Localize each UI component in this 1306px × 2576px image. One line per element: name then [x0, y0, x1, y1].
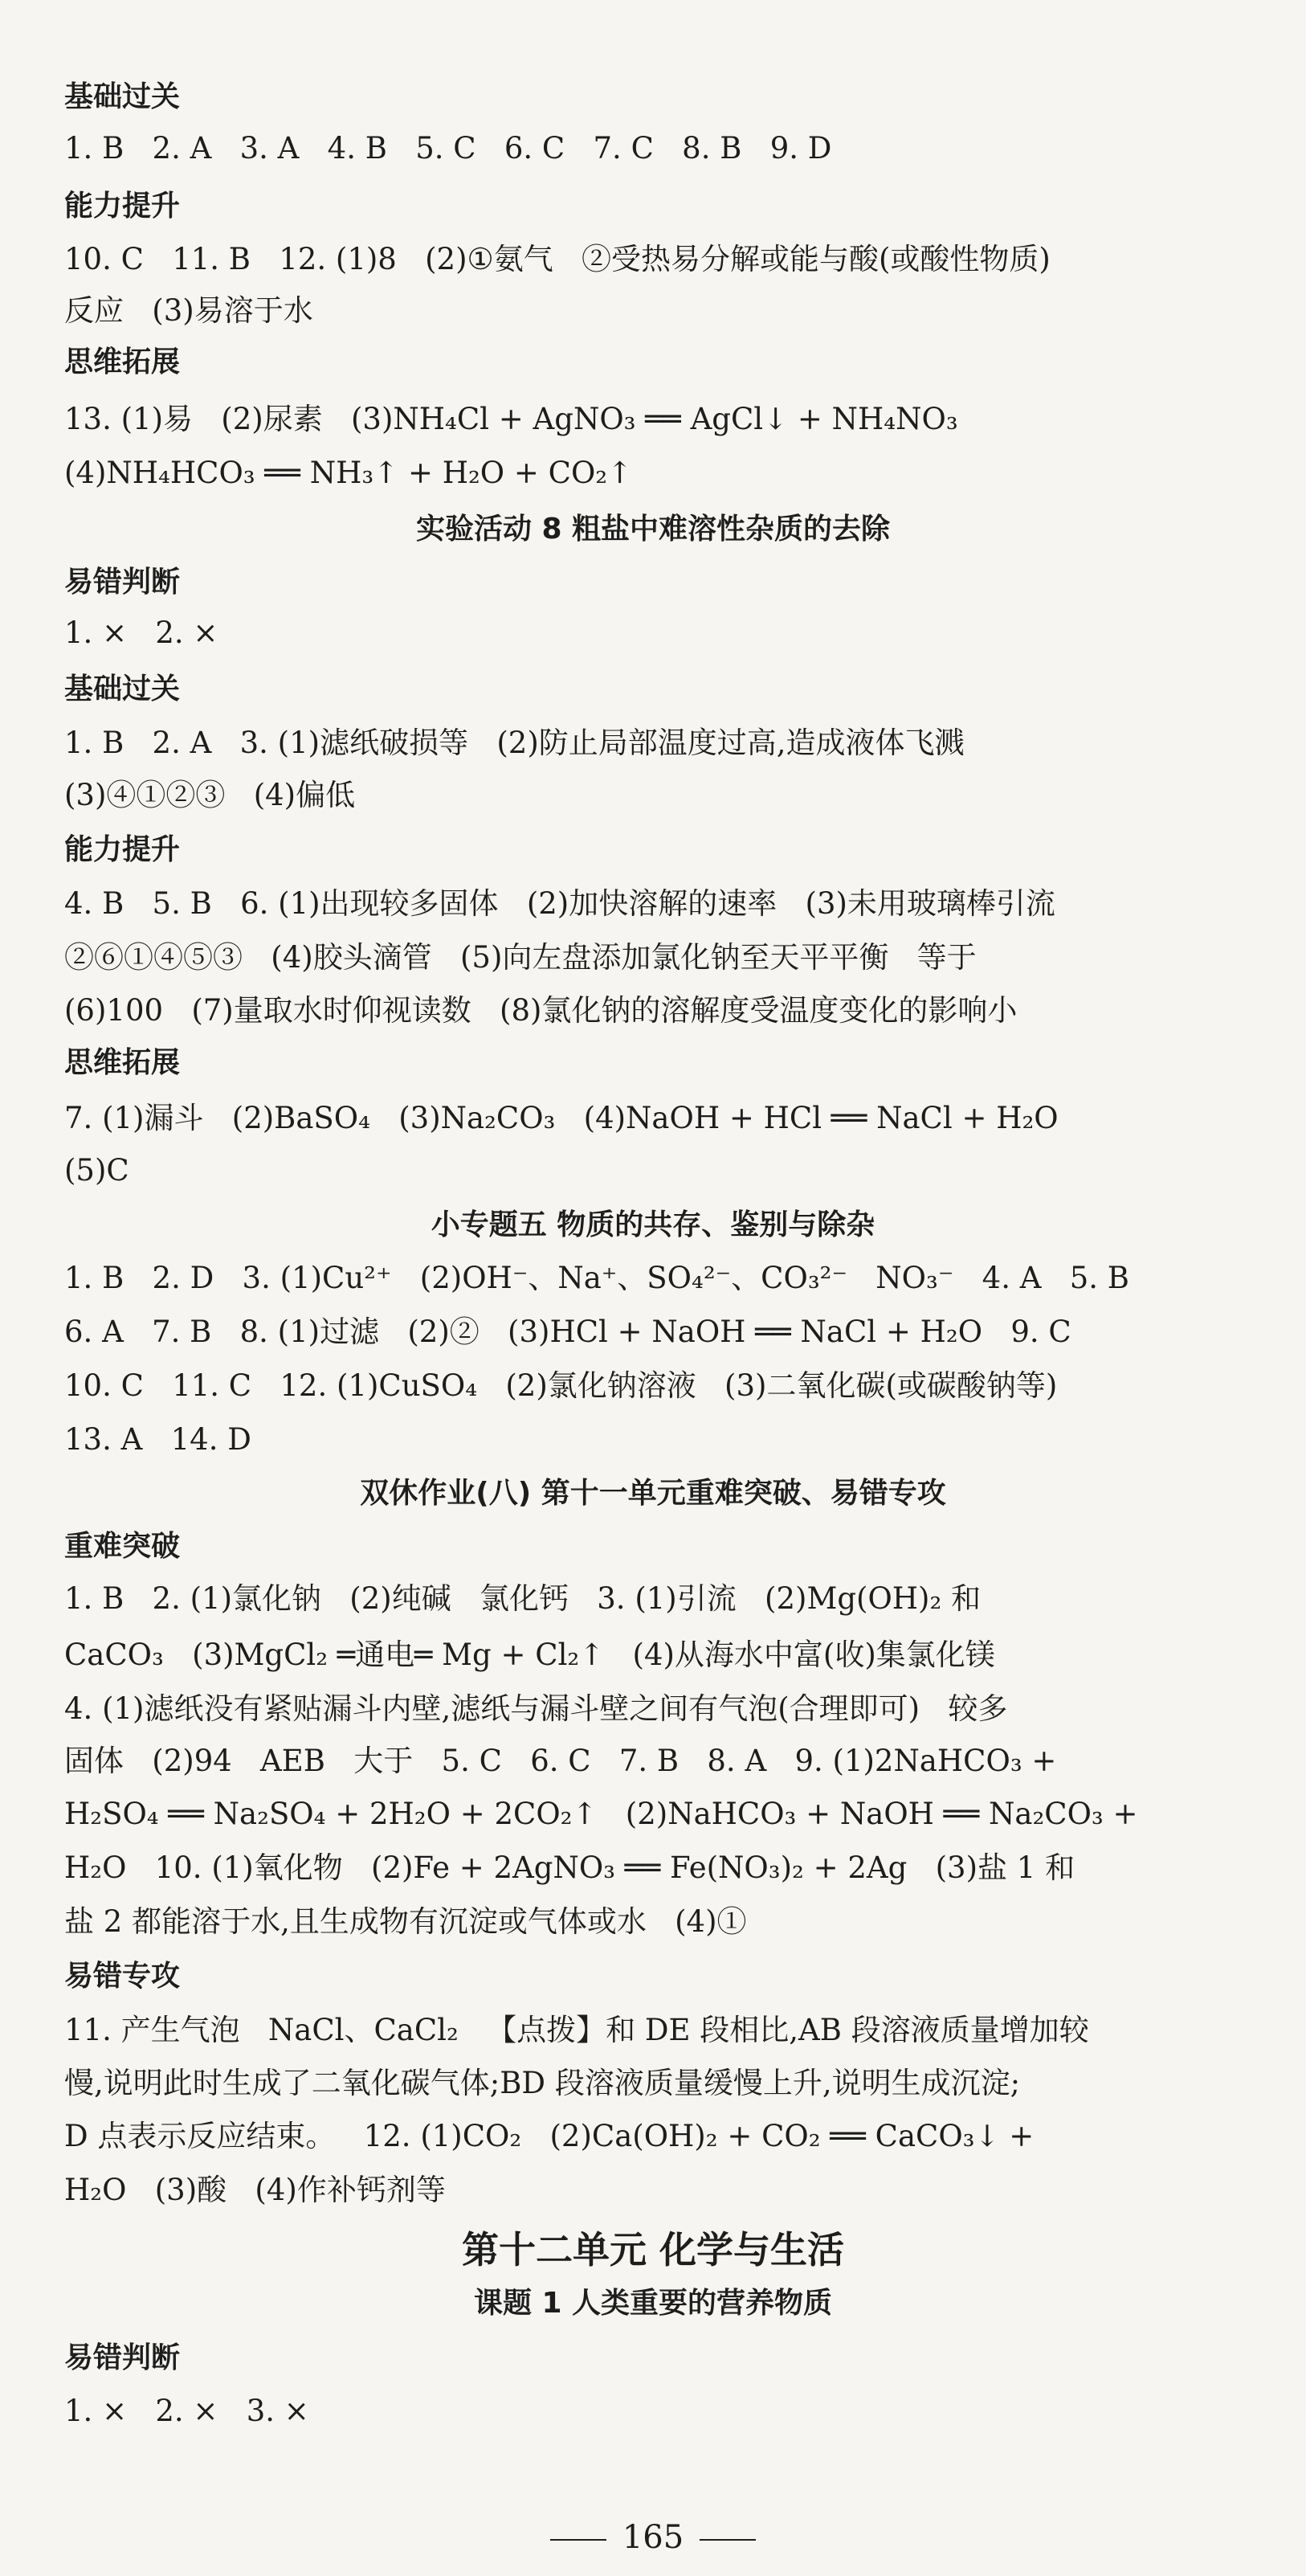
answer-line: 固体 (2)94 AEB 大于 5. C 6. C 7. B 8. A 9. (1)2NaHCO₃ +: [64, 1744, 1057, 1778]
section-heading: 基础过关: [64, 80, 181, 113]
lesson-title: 课题 1 人类重要的营养物质: [473, 2287, 833, 2320]
section-heading: 易错判断: [64, 2341, 181, 2374]
answer-line: CaCO₃ (3)MgCl₂ ═通电═ Mg + Cl₂↑ (4)从海水中富(收)集氯化镁: [64, 1638, 995, 1672]
answer-line: 反应 (3)易溶于水: [64, 293, 313, 328]
page-number-dash-left: [550, 2539, 606, 2541]
page-number-value: 165: [622, 2519, 684, 2556]
answer-line: 1. B 2. A 3. A 4. B 5. C 6. C 7. C 8. B 9. D: [64, 131, 832, 166]
page-number-dash-right: [700, 2539, 756, 2541]
answer-line: (5)C: [64, 1153, 129, 1188]
answer-line: 7. (1)漏斗 (2)BaSO₄ (3)Na₂CO₃ (4)NaOH + HCl ══ NaCl + H₂O: [64, 1101, 1059, 1135]
answer-line: 1. × 2. ×: [64, 615, 218, 650]
subsection-title: 实验活动 8 粗盐中难溶性杂质的去除: [415, 513, 891, 546]
answer-line: 13. A 14. D: [64, 1422, 251, 1457]
section-heading: 易错专攻: [64, 1960, 181, 1993]
section-heading: 能力提升: [64, 190, 181, 223]
answer-line: (4)NH₄HCO₃ ══ NH₃↑ + H₂O + CO₂↑: [64, 456, 633, 490]
answer-line: 1. B 2. (1)氯化钠 (2)纯碱 氯化钙 3. (1)引流 (2)Mg(OH)₂ 和: [64, 1581, 982, 1616]
section-heading: 易错判断: [64, 566, 181, 599]
answer-line: 4. B 5. B 6. (1)出现较多固体 (2)加快溶解的速率 (3)未用玻璃棒引流: [64, 886, 1055, 921]
section-heading: 思维拓展: [64, 346, 181, 378]
answer-line: 10. C 11. C 12. (1)CuSO₄ (2)氯化钠溶液 (3)二氧化碳(或碳酸钠等): [64, 1368, 1058, 1403]
subsection-title: 小专题五 物质的共存、鉴别与除杂: [431, 1208, 875, 1241]
section-heading: 重难突破: [64, 1530, 181, 1563]
unit-title: 第十二单元 化学与生活: [461, 2228, 844, 2271]
answer-line: 10. C 11. B 12. (1)8 (2)①氨气 ②受热易分解或能与酸(或酸性物质): [64, 242, 1051, 276]
answer-line: H₂SO₄ ══ Na₂SO₄ + 2H₂O + 2CO₂↑ (2)NaHCO₃ + NaOH ══ Na₂CO₃ +: [64, 1797, 1138, 1831]
answer-line: ②⑥①④⑤③ (4)胶头滴管 (5)向左盘添加氯化钠至天平平衡 等于: [64, 940, 977, 975]
answer-line: 盐 2 都能溶于水,且生成物有沉淀或气体或水 (4)①: [64, 1904, 747, 1939]
answer-line: 4. (1)滤纸没有紧贴漏斗内壁,滤纸与漏斗壁之间有气泡(合理即可) 较多: [64, 1691, 1008, 1726]
answer-line: 慢,说明此时生成了二氧化碳气体;BD 段溶液质量缓慢上升,说明生成沉淀;: [64, 2066, 1021, 2100]
answer-line: H₂O 10. (1)氧化物 (2)Fe + 2AgNO₃ ══ Fe(NO₃)₂ + 2Ag (3)盐 1 和: [64, 1850, 1075, 1885]
subsection-title: 双休作业(八) 第十一单元重难突破、易错专攻: [360, 1477, 946, 1510]
answer-line: 1. B 2. A 3. (1)滤纸破损等 (2)防止局部温度过高,造成液体飞溅: [64, 726, 965, 760]
section-heading: 能力提升: [64, 833, 181, 866]
answer-line: 6. A 7. B 8. (1)过滤 (2)② (3)HCl + NaOH ══ NaCl + H₂O 9. C: [64, 1315, 1071, 1349]
section-heading: 基础过关: [64, 673, 181, 705]
answer-line: 11. 产生气泡 NaCl、CaCl₂ 【点拨】和 DE 段相比,AB 段溶液质量增加较: [64, 2013, 1089, 2047]
answer-line: 1. B 2. D 3. (1)Cu²⁺ (2)OH⁻、Na⁺、SO₄²⁻、CO₃²⁻ NO₃⁻ 4. A 5. B: [64, 1261, 1129, 1295]
page-number: [0, 2519, 1306, 2556]
answer-line: 1. × 2. × 3. ×: [64, 2394, 309, 2428]
answer-line: (3)④①②③ (4)偏低: [64, 778, 356, 812]
answer-line: H₂O (3)酸 (4)作补钙剂等: [64, 2173, 446, 2207]
answer-line: 13. (1)易 (2)尿素 (3)NH₄Cl + AgNO₃ ══ AgCl↓ + NH₄NO₃: [64, 402, 958, 436]
answer-line: (6)100 (7)量取水时仰视读数 (8)氯化钠的溶解度受温度变化的影响小: [64, 993, 1018, 1028]
answer-line: D 点表示反应结束。 12. (1)CO₂ (2)Ca(OH)₂ + CO₂ ══ CaCO₃↓ +: [64, 2119, 1035, 2153]
section-heading: 思维拓展: [64, 1046, 181, 1079]
